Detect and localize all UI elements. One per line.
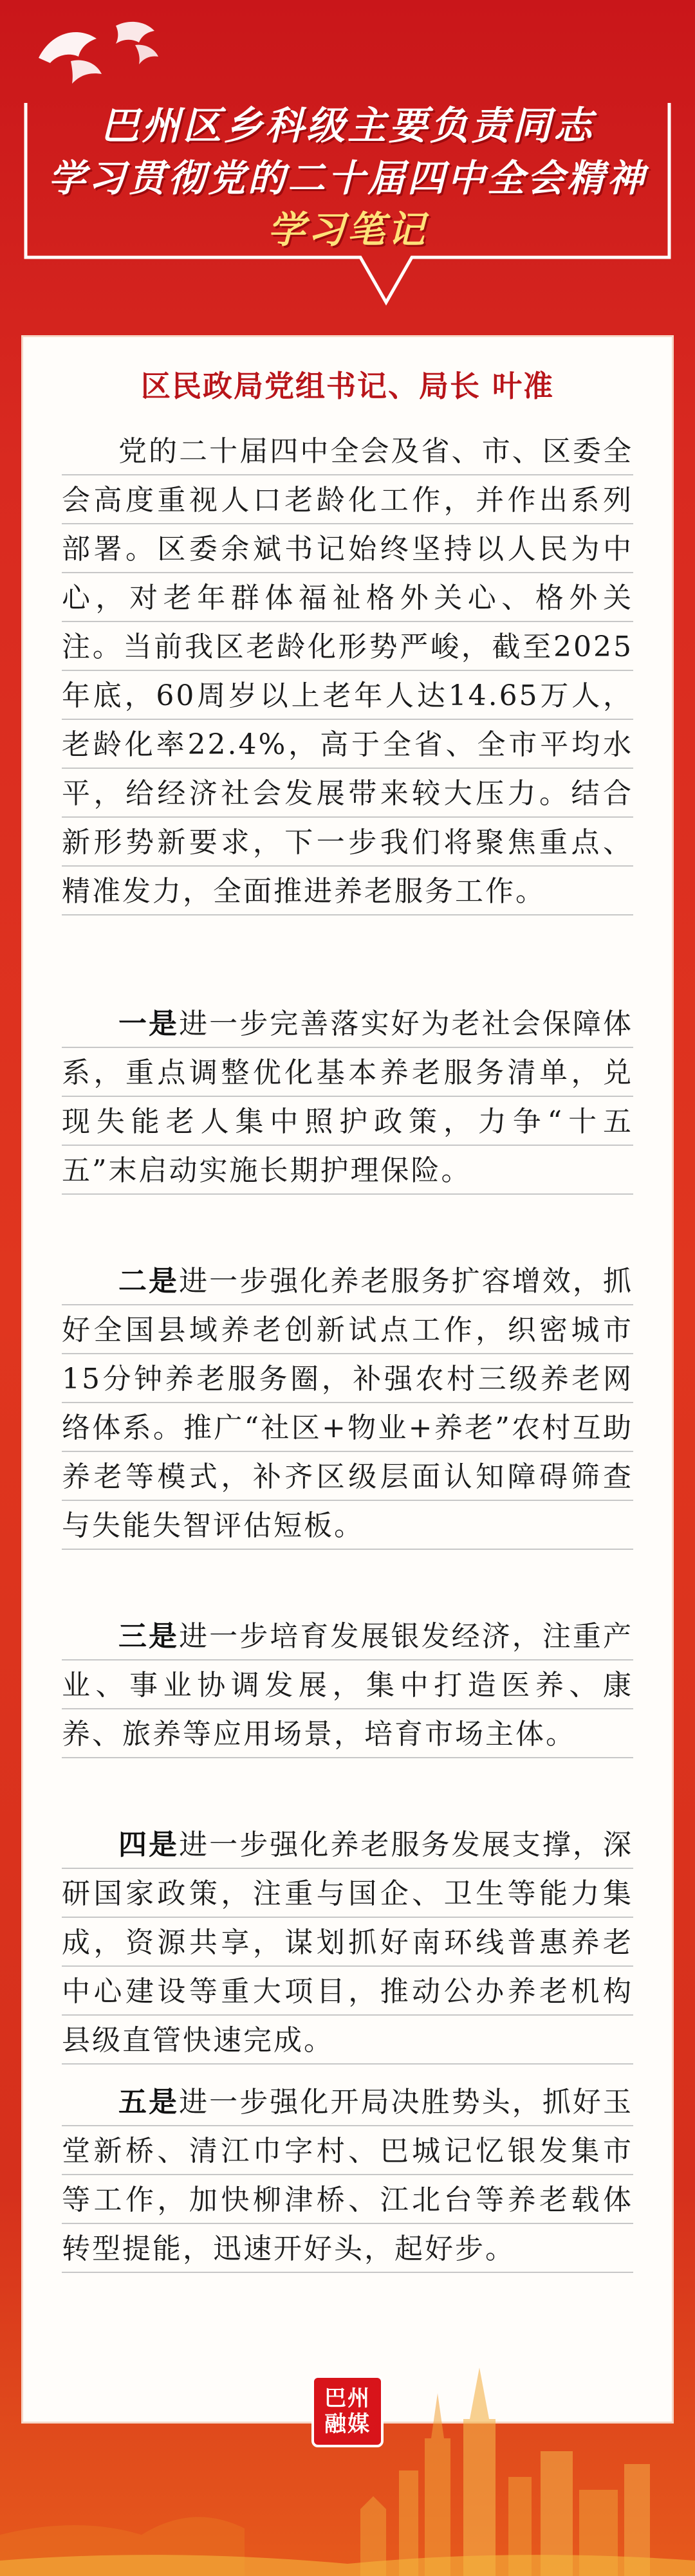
brand-logo — [311, 2375, 384, 2447]
header-banner — [0, 0, 695, 341]
paragraph-text: 进一步强化养老服务发展支撑，深研国家政策，注重与国企、卫生等能力集成，资源共享，谋划抓好南环线普惠养老中心建设等重大项目，推动公办养老机构县级直管快速完成。 — [62, 1828, 633, 2057]
author-byline: 区民政局党组书记、局长 叶准 — [140, 369, 554, 403]
paragraph-lead: 四是 — [118, 1828, 180, 1861]
paragraph-text: 进一步完善落实好为老社会保障体系，重点调整优化基本养老服务清单，兑现失能老人集中照护政策，力争“十五五”末启动实施长期护理保险。 — [62, 1007, 633, 1187]
title-line-3: 学习笔记 — [267, 208, 427, 252]
paragraph-point-4 — [62, 1821, 633, 2065]
paragraph-point-5 — [62, 2078, 633, 2274]
article-card — [23, 337, 672, 2422]
paragraph-text: 进一步强化开局决胜势头，抓好玉堂新桥、清江巾字村、巴城记忆银发集市等工作，加快柳津桥、江北台等养老载体转型提能，迅速开好头，起好步。 — [62, 2086, 633, 2265]
logo-line-1: 巴州 — [324, 2386, 371, 2411]
paragraph-lead: 三是 — [118, 1620, 180, 1653]
title-line-1: 巴州区乡科级主要负责同志 — [100, 104, 595, 149]
paragraph-text: 党的二十届四中全会及省、市、区委全会高度重视人口老龄化工作，并作出系列部署。区委余斌书记始终坚持以人民为中心，对老年群体福祉格外关心、格外关注。当前我区老龄化形势严峻，截至2025年底，60周岁以上老年人达14.65万人，老龄化率22.4%，高于全省、全市平均水平，给经济社会发展带来较大压力。结合新形势新要求，下一步我们将聚焦重点、精准发力，全面推进养老服务工作。 — [62, 435, 633, 908]
paragraph-point-3 — [62, 1612, 633, 1759]
paragraph-text: 进一步培育发展银发经济，注重产业、事业协调发展，集中打造医养、康养、旅养等应用场景，培育市场主体。 — [62, 1620, 633, 1751]
paragraph-text: 进一步强化养老服务扩容增效，抓好全国县域养老创新试点工作，织密城市15分钟养老服务圈，补强农村三级养老网络体系。推广“社区+物业+养老”农村互助养老等模式，补齐区级层面认知障碍筛查与失能失智评估短板。 — [62, 1265, 633, 1542]
logo-line-2: 融媒 — [324, 2411, 371, 2437]
paragraph-lead: 五是 — [118, 2086, 180, 2119]
paragraph-lead: 一是 — [118, 1007, 180, 1040]
paragraph-intro — [62, 427, 633, 916]
paragraph-point-1 — [62, 1000, 633, 1195]
paragraph-lead: 二是 — [118, 1265, 180, 1298]
paragraph-point-2 — [62, 1257, 633, 1550]
title-line-2: 学习贯彻党的二十届四中全会精神 — [48, 156, 647, 200]
